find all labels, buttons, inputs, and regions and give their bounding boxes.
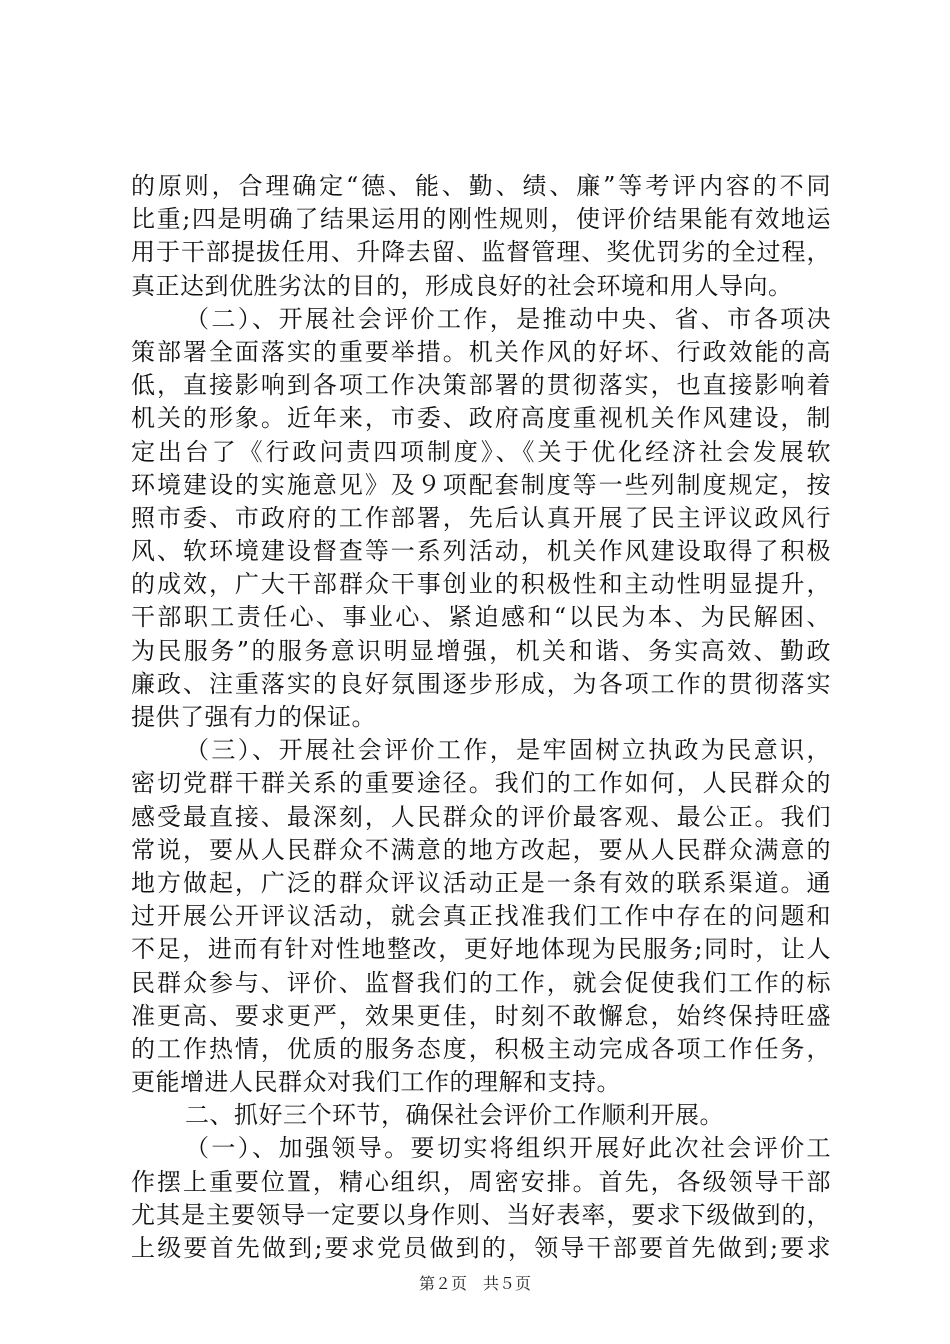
text-line: 廉政、注重落实的良好氛围逐步形成，为各项工作的贯彻落实 [131,669,831,698]
document-body [131,170,831,1265]
text-line: 感受最直接、最深刻，人民群众的评价最客观、最公正。我们 [131,802,831,831]
text-line: （二）、开展社会评价工作，是推动中央、省、市各项决 [185,304,831,333]
text-line: 二、抓好三个环节，确保社会评价工作顺利开展。 [185,1101,724,1130]
text-line: 民群众参与、评价、监督我们的工作，就会促使我们工作的标 [131,968,831,997]
text-line: 策部署全面落实的重要举措。机关作风的好坏、行政效能的高 [131,337,831,366]
text-line: 准更高、要求更严，效果更佳，时刻不敢懈怠，始终保持旺盛 [131,1001,831,1030]
text-line: 更能增进人民群众对我们工作的理解和支持。 [131,1068,621,1097]
text-line: 真正达到优胜劣汰的目的，形成良好的社会环境和用人导向。 [131,271,793,300]
text-line: 为民服务”的服务意识明显增强，机关和谐、务实高效、勤政 [131,636,831,665]
text-line: 不足，进而有针对性地整改，更好地体现为民服务;同时，让人 [131,935,831,964]
text-line: 用于干部提拔任用、升降去留、监督管理、奖优罚劣的全过程， [131,238,831,267]
text-line: （一）、加强领导。要切实将组织开展好此次社会评价工 [185,1134,831,1163]
text-line: 的工作热情，优质的服务态度，积极主动完成各项工作任务， [131,1034,831,1063]
text-line: 上级要首先做到;要求党员做到的，领导干部要首先做到;要求 [131,1234,831,1262]
text-line: 作摆上重要位置，精心组织，周密安排。首先，各级领导干部 [131,1167,831,1196]
text-line: 照市委、市政府的工作部署，先后认真开展了民主评议政风行 [131,503,831,532]
text-line: 风、软环境建设督查等一系列活动，机关作风建设取得了积极 [131,537,831,566]
text-line: 定出台了《行政问责四项制度》、《关于优化经济社会发展软 [131,437,831,466]
text-line: 的原则，合理确定“德、能、勤、绩、廉”等考评内容的不同 [131,172,831,200]
text-line: 提供了强有力的保证。 [131,703,376,731]
text-line: 尤其是主要领导一定要以身作则、当好表率，要求下级做到的， [131,1200,831,1229]
text-line: 的成效，广大干部群众干事创业的积极性和主动性明显提升， [131,570,831,599]
text-line: （三）、开展社会评价工作，是牢固树立执政为民意识， [185,736,831,765]
text-line: 环境建设的实施意见》及９项配套制度等一些列制度规定，按 [131,470,831,499]
text-line: 密切党群干群关系的重要途径。我们的工作如何，人民群众的 [131,769,831,798]
text-line: 机关的形象。近年来，市委、政府高度重视机关作风建设，制 [131,404,831,433]
text-line: 干部职工责任心、事业心、紧迫感和“以民为本、为民解困、 [131,603,831,632]
text-line: 比重;四是明确了结果运用的刚性规则，使评价结果能有效地运 [131,205,831,234]
text-line: 低，直接影响到各项工作决策部署的贯彻落实，也直接影响着 [131,371,831,400]
text-line: 过开展公开评议活动，就会真正找准我们工作中存在的问题和 [131,902,831,931]
text-line: 地方做起，广泛的群众评议活动正是一条有效的联系渠道。通 [131,868,831,897]
text-line: 常说，要从人民群众不满意的地方改起，要从人民群众满意的 [131,835,831,864]
page-footer: 第２页 共５页 [418,1274,531,1293]
